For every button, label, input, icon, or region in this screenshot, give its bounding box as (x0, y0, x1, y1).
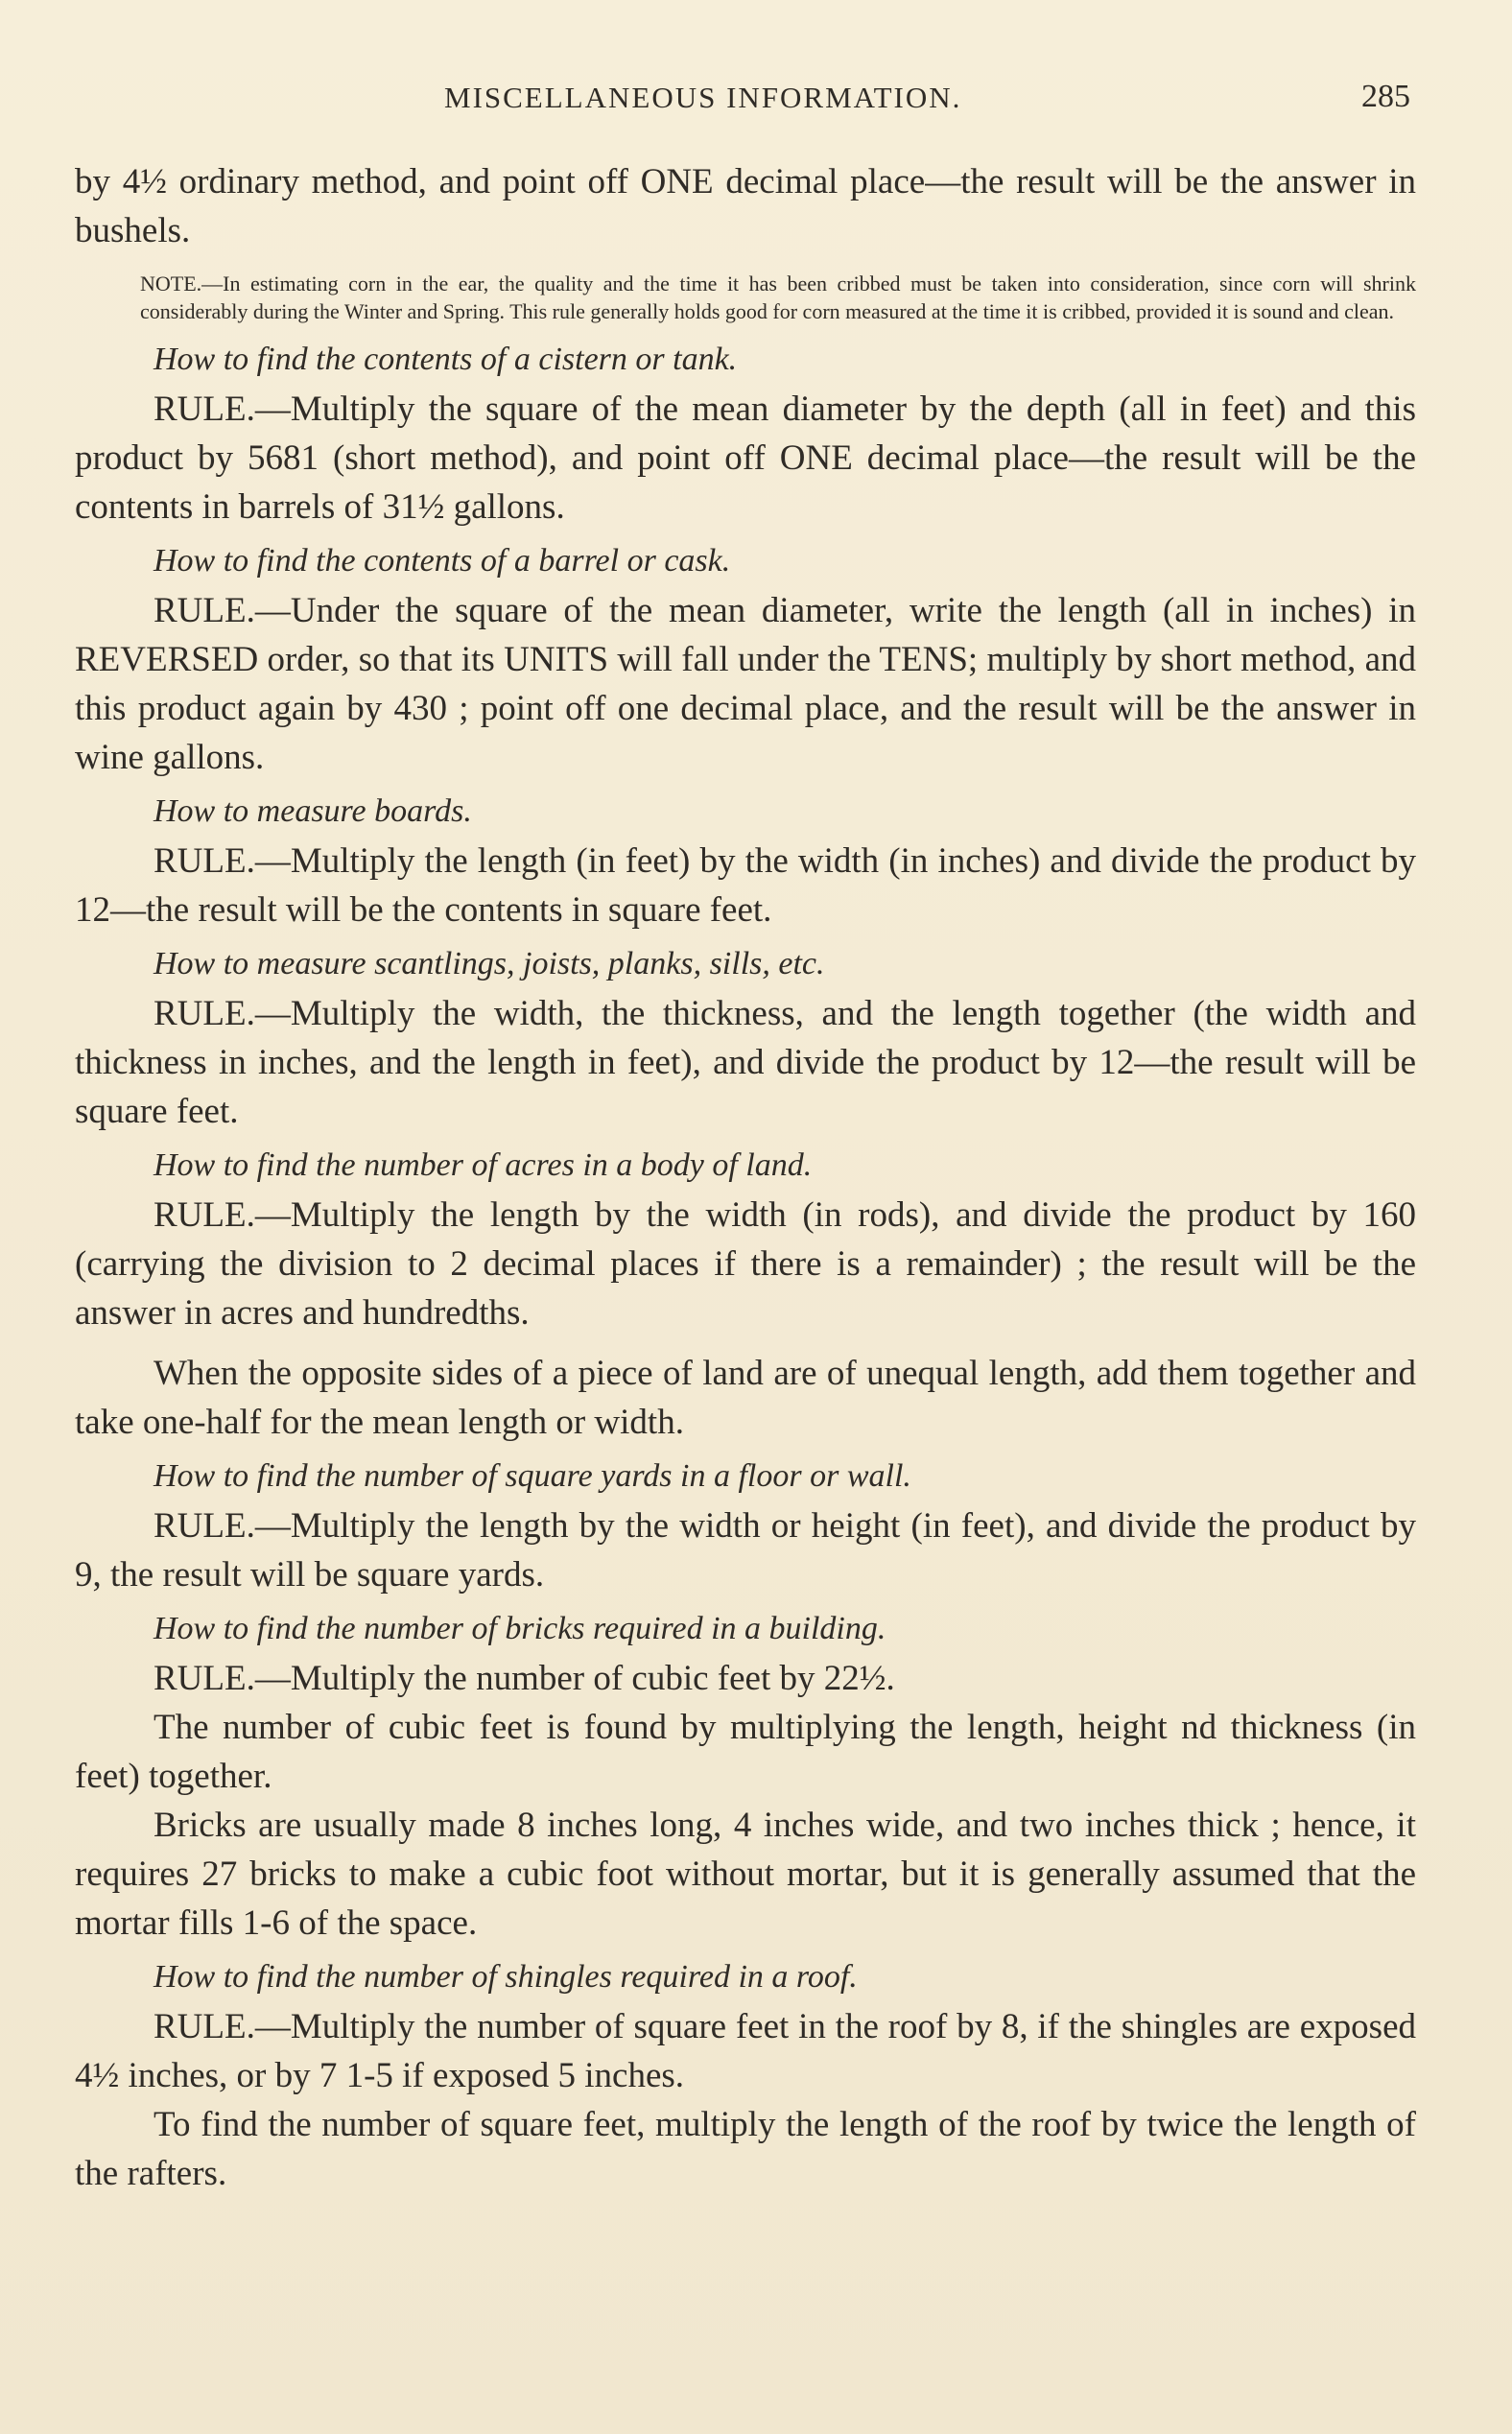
section-paragraph: To find the number of square feet, multiply the length of the roof by twice the length of the rafters. (75, 2105, 1416, 2193)
section-shingles (75, 1954, 1416, 2198)
section-paragraph: The number of cubic feet is found by multiplying the length, height nd thickness (in feet) together. (75, 1708, 1416, 1796)
section-paragraph: Bricks are usually made 8 inches long, 4 inches wide, and two inches thick ; hence, it requires 27 bricks to make a cubic foot without mortar, but it is generally assumed that the mortar fills 1-6 of the space. (75, 1806, 1416, 1943)
section-heading: How to measure scantlings, joists, planks, sills, etc. (154, 946, 825, 981)
page-number: 285 (1361, 79, 1410, 114)
section-barrel (75, 538, 1416, 782)
section-scantlings (75, 941, 1416, 1136)
section-paragraph: RULE.—Multiply the number of square feet in the roof by 8, if the shingles are exposed 4½ inches, or by 7 1-5 if exposed 5 inches. (75, 2007, 1416, 2095)
section-heading: How to find the contents of a cistern or tank. (154, 342, 738, 377)
section-paragraph: RULE.—Multiply the square of the mean diameter by the depth (all in feet) and this product by 5681 (short method), and point off ONE decimal place—the result will be the contents in barrels of 31½ gallons. (75, 390, 1416, 527)
section-paragraph: RULE.—Multiply the width, the thickness, and the length together (the width and thickness in inches, and the length in feet), and divide the product by 12—the result will be square feet. (75, 994, 1416, 1131)
section-paragraph: RULE.—Multiply the length (in feet) by the width (in inches) and divide the product by 12—the result will be the contents in square feet. (75, 841, 1416, 930)
paragraph-spacer (75, 1337, 1416, 1349)
corn-note: NOTE.—In estimating corn in the ear, the quality and the time it has been cribbed must be taken into consideration, since corn will shrink considerably during the Winter and Spring. This rule generally holds good for corn measured at the time it is cribbed, provided it is sound and clean. (140, 272, 1416, 323)
opening-paragraph: by 4½ ordinary method, and point off ONE decimal place—the result will be the answer in bushels. (75, 162, 1416, 250)
section-heading: How to find the number of acres in a body of land. (154, 1147, 813, 1183)
section-boards (75, 789, 1416, 934)
section-paragraph: RULE.—Under the square of the mean diameter, write the length (all in inches) in REVERSED order, so that its UNITS will fall under the TENS; multiply by short method, and this product again by 430 ; point off one decimal place, and the result will be the answer in wine gallons. (75, 591, 1416, 777)
section-heading: How to find the contents of a barrel or cask. (154, 543, 731, 579)
section-paragraph: RULE.—Multiply the length by the width or height (in feet), and divide the product by 9, the result will be square yards. (75, 1506, 1416, 1595)
section-paragraph: When the opposite sides of a piece of land are of unequal length, add them together and take one-half for the mean length or width. (75, 1354, 1416, 1442)
section-heading: How to find the number of square yards in a floor or wall. (154, 1458, 911, 1494)
section-heading: How to find the number of bricks required in a building. (154, 1611, 886, 1646)
section-paragraph: RULE.—Multiply the number of cubic feet by 22½. (154, 1659, 895, 1698)
section-bricks (75, 1606, 1416, 1948)
section-acres (75, 1143, 1416, 1447)
section-square-yards (75, 1453, 1416, 1599)
page-header (75, 75, 1416, 132)
running-head: MISCELLANEOUS INFORMATION. (444, 81, 962, 114)
section-cistern (75, 337, 1416, 532)
section-heading: How to measure boards. (154, 793, 472, 829)
section-heading: How to find the number of shingles required in a roof. (154, 1959, 858, 1995)
section-paragraph: RULE.—Multiply the length by the width (in rods), and divide the product by 160 (carrying the division to 2 decimal places if there is a remainder) ; the result will be the answer in acres and hundredths. (75, 1195, 1416, 1333)
